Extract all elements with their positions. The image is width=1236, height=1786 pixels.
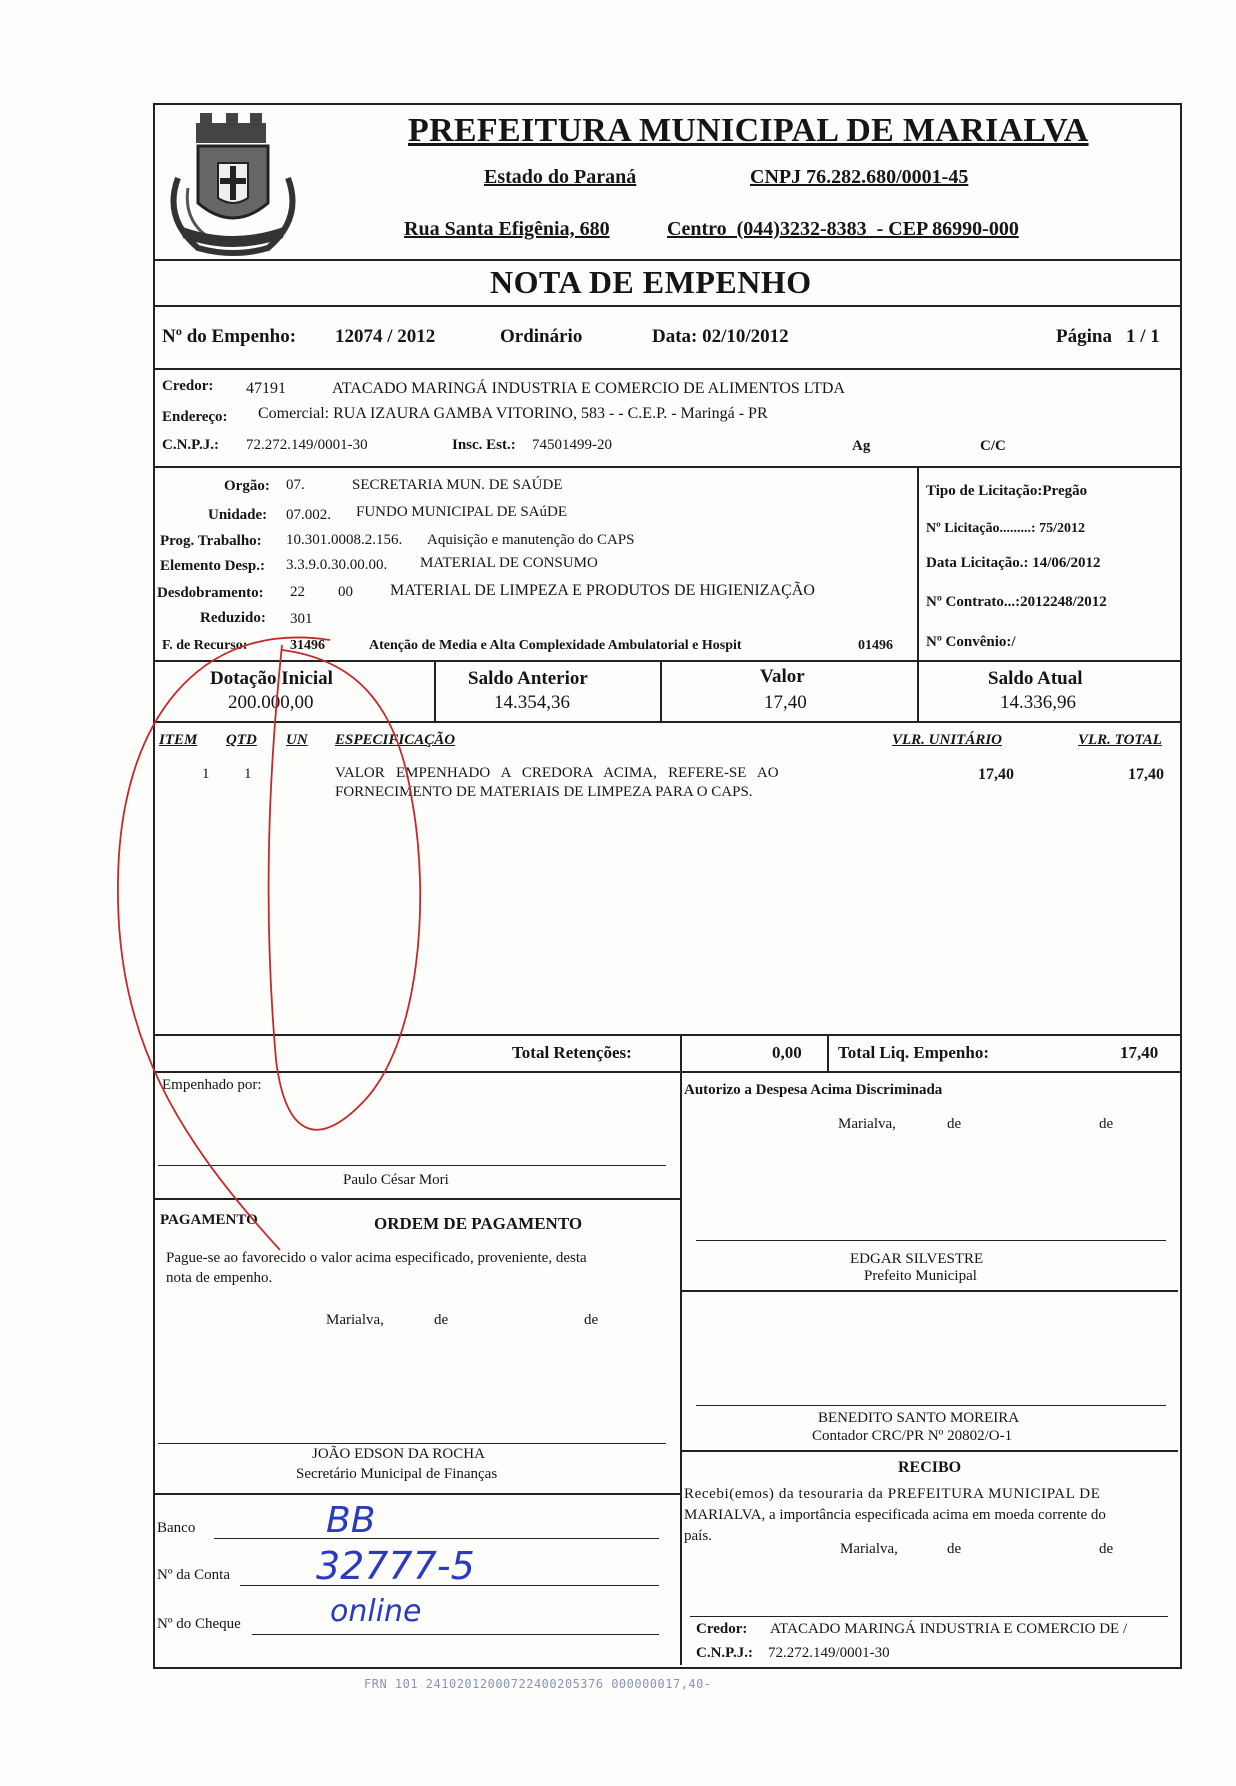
- agency-label: Ag: [852, 438, 871, 454]
- pagamento-text-line1: Pague-se ao favorecido o valor acima especificado, proveniente, desta: [166, 1250, 587, 1266]
- desdobramento-name: MATERIAL DE LIMPEZA E PRODUTOS DE HIGIENIZAÇÃO: [390, 582, 815, 599]
- elemento-name: MATERIAL DE CONSUMO: [420, 555, 598, 571]
- pagamento-label: PAGAMENTO: [160, 1212, 258, 1228]
- row-item: 1: [202, 766, 210, 782]
- conta-value: 32777-5: [316, 1544, 475, 1588]
- autorizo-de-2: de: [1099, 1116, 1114, 1132]
- numero-licitacao: Nº Licitação.........: 75/2012: [926, 521, 1085, 536]
- col-header-spec: ESPECIFICAÇÃO: [335, 732, 456, 748]
- recurso-code2: 01496: [858, 638, 893, 653]
- recibo-city: Marialva,: [840, 1541, 898, 1557]
- total-retencoes-label: Total Retenções:: [512, 1043, 632, 1062]
- unidade-code: 07.002.: [286, 507, 331, 523]
- pagamento-de-2: de: [584, 1312, 599, 1328]
- empenhado-por-label: Empenhado por:: [162, 1077, 262, 1093]
- credor-name: ATACADO MARINGÁ INDUSTRIA E COMERCIO DE ALIMENTOS LTDA: [332, 380, 845, 397]
- valor-value: 17,40: [764, 692, 807, 713]
- col-header-unit-value: VLR. UNITÁRIO: [892, 732, 1003, 748]
- credor-cnpj: 72.272.149/0001-30: [246, 437, 368, 453]
- row-spec-line2: FORNECIMENTO DE MATERIAIS DE LIMPEZA PARA O CAPS.: [335, 784, 753, 800]
- numero-contrato: Nº Contrato...:2012248/2012: [926, 594, 1107, 610]
- total-liq-label: Total Liq. Empenho:: [838, 1043, 989, 1062]
- header-cnpj: CNPJ 76.282.680/0001-45: [750, 166, 969, 188]
- recibo-credor-name: ATACADO MARINGÁ INDUSTRIA E COMERCIO DE /: [770, 1621, 1128, 1637]
- secretario-title: Secretário Municipal de Finanças: [296, 1466, 498, 1482]
- recibo-text-line1: Recebi(emos) da tesouraria da PREFEITURA MUNICIPAL DE: [684, 1486, 1101, 1502]
- prog-name: Aquisição e manutenção do CAPS: [427, 532, 635, 548]
- recibo-title: RECIBO: [898, 1459, 962, 1476]
- document-title: NOTA DE EMPENHO: [490, 264, 812, 300]
- unidade-name: FUNDO MUNICIPAL DE SAúDE: [356, 504, 567, 520]
- barcode-text: FRN 101 24102012000722400205376 000000017,40-: [364, 1677, 712, 1691]
- data-licitacao: Data Licitação.: 14/06/2012: [926, 555, 1101, 571]
- reduzido-label: Reduzido:: [200, 610, 266, 626]
- unidade-label: Unidade:: [208, 507, 268, 523]
- insc-est-label: Insc. Est.:: [452, 437, 516, 453]
- col-header-item: ITEM: [159, 732, 198, 748]
- header-title: PREFEITURA MUNICIPAL DE MARIALVA: [408, 112, 1089, 149]
- saldo-atual-label: Saldo Atual: [988, 668, 1083, 689]
- prefeito-title: Prefeito Municipal: [864, 1268, 977, 1284]
- credor-address: Comercial: RUA IZAURA GAMBA VITORINO, 583 - - C.E.P. - Maringá - PR: [258, 405, 768, 422]
- dotacao-label: Dotação Inicial: [210, 668, 333, 689]
- recurso-name: Atenção de Media e Alta Complexidade Ambulatorial e Hospit: [369, 638, 742, 653]
- ordem-pagamento-title: ORDEM DE PAGAMENTO: [374, 1214, 583, 1233]
- prog-code: 10.301.0008.2.156.: [286, 532, 403, 548]
- recurso-label: F. de Recurso:: [162, 638, 248, 653]
- recibo-text-line3: país.: [684, 1528, 712, 1544]
- saldo-atual-value: 14.336,96: [1000, 692, 1076, 713]
- orgao-code: 07.: [286, 477, 305, 493]
- saldo-anterior-value: 14.354,36: [494, 692, 570, 713]
- insc-est: 74501499-20: [532, 437, 612, 453]
- coat-of-arms-icon: [158, 108, 308, 260]
- conta-label: Nº da Conta: [157, 1567, 230, 1583]
- pagamento-text-line2: nota de empenho.: [166, 1270, 273, 1286]
- numero-convenio: Nº Convênio:/: [926, 634, 1016, 650]
- autorizo-label: Autorizo a Despesa Acima Discriminada: [684, 1082, 943, 1098]
- tipo-licitacao: Tipo de Licitação:Pregão: [926, 483, 1088, 499]
- credor-label: Credor:: [162, 378, 214, 394]
- row-qtd: 1: [244, 766, 252, 782]
- empenhado-por-name: Paulo César Mori: [343, 1172, 449, 1188]
- total-retencoes-value: 0,00: [772, 1043, 802, 1062]
- banco-value: BB: [326, 1500, 376, 1541]
- empenho-number: 12074 / 2012: [335, 326, 436, 347]
- empenho-type: Ordinário: [500, 326, 583, 347]
- orgao-label: Orgão:: [224, 478, 270, 494]
- cheque-label: Nº do Cheque: [157, 1616, 241, 1632]
- credor-cnpj-label: C.N.P.J.:: [162, 437, 219, 453]
- row-total-value: 17,40: [1128, 766, 1164, 783]
- desdobramento-code1: 22: [290, 584, 305, 600]
- elemento-code: 3.3.9.0.30.00.00.: [286, 557, 388, 573]
- cheque-value: online: [330, 1594, 422, 1629]
- credor-code: 47191: [246, 380, 286, 397]
- reduzido-value: 301: [290, 611, 313, 627]
- empenho-number-label: Nº do Empenho:: [162, 326, 297, 347]
- autorizo-de-1: de: [947, 1116, 962, 1132]
- header-street: Rua Santa Efigênia, 680: [404, 218, 610, 240]
- desdobramento-label: Desdobramento:: [157, 585, 264, 601]
- empenho-date: Data: 02/10/2012: [652, 326, 789, 347]
- secretario-name: JOÃO EDSON DA ROCHA: [312, 1446, 485, 1462]
- recibo-de-1: de: [947, 1541, 962, 1557]
- recibo-credor-label: Credor:: [696, 1621, 748, 1637]
- row-spec-line1: VALOR EMPENHADO A CREDORA ACIMA, REFERE-SE AO: [335, 765, 779, 781]
- pagamento-city: Marialva,: [326, 1312, 384, 1328]
- desdobramento-code2: 00: [338, 584, 353, 600]
- dotacao-value: 200.000,00: [228, 692, 314, 713]
- address-label: Endereço:: [162, 409, 228, 425]
- col-header-qtd: QTD: [226, 732, 257, 748]
- row-unit-value: 17,40: [978, 766, 1014, 783]
- coat-of-arms: [158, 108, 308, 260]
- total-liq-value: 17,40: [1120, 1043, 1159, 1062]
- pagamento-de-1: de: [434, 1312, 449, 1328]
- banco-label: Banco: [157, 1520, 196, 1536]
- recurso-code: 31496: [290, 638, 325, 653]
- recibo-de-2: de: [1099, 1541, 1114, 1557]
- header-district-phone-cep: Centro (044)3232-8383 - CEP 86990-000: [667, 218, 1019, 240]
- page-number: 1 / 1: [1126, 326, 1160, 347]
- elemento-label: Elemento Desp.:: [160, 558, 265, 574]
- orgao-name: SECRETARIA MUN. DE SAÚDE: [352, 477, 563, 493]
- page-label: Página: [1056, 326, 1112, 347]
- contador-name: BENEDITO SANTO MOREIRA: [818, 1410, 1020, 1426]
- recibo-cnpj-value: 72.272.149/0001-30: [768, 1645, 890, 1661]
- saldo-anterior-label: Saldo Anterior: [468, 668, 588, 689]
- recibo-cnpj-label: C.N.P.J.:: [696, 1645, 753, 1661]
- header-state: Estado do Paraná: [484, 166, 637, 188]
- prefeito-name: EDGAR SILVESTRE: [850, 1251, 984, 1267]
- contador-title: Contador CRC/PR Nº 20802/O-1: [812, 1428, 1013, 1444]
- account-label: C/C: [980, 438, 1006, 454]
- recibo-text-line2: MARIALVA, a importância especificada acima em moeda corrente do: [684, 1507, 1106, 1523]
- autorizo-city: Marialva,: [838, 1116, 896, 1132]
- col-header-total-value: VLR. TOTAL: [1078, 732, 1162, 748]
- valor-label: Valor: [760, 666, 805, 687]
- col-header-un: UN: [286, 732, 308, 748]
- prog-label: Prog. Trabalho:: [160, 533, 262, 549]
